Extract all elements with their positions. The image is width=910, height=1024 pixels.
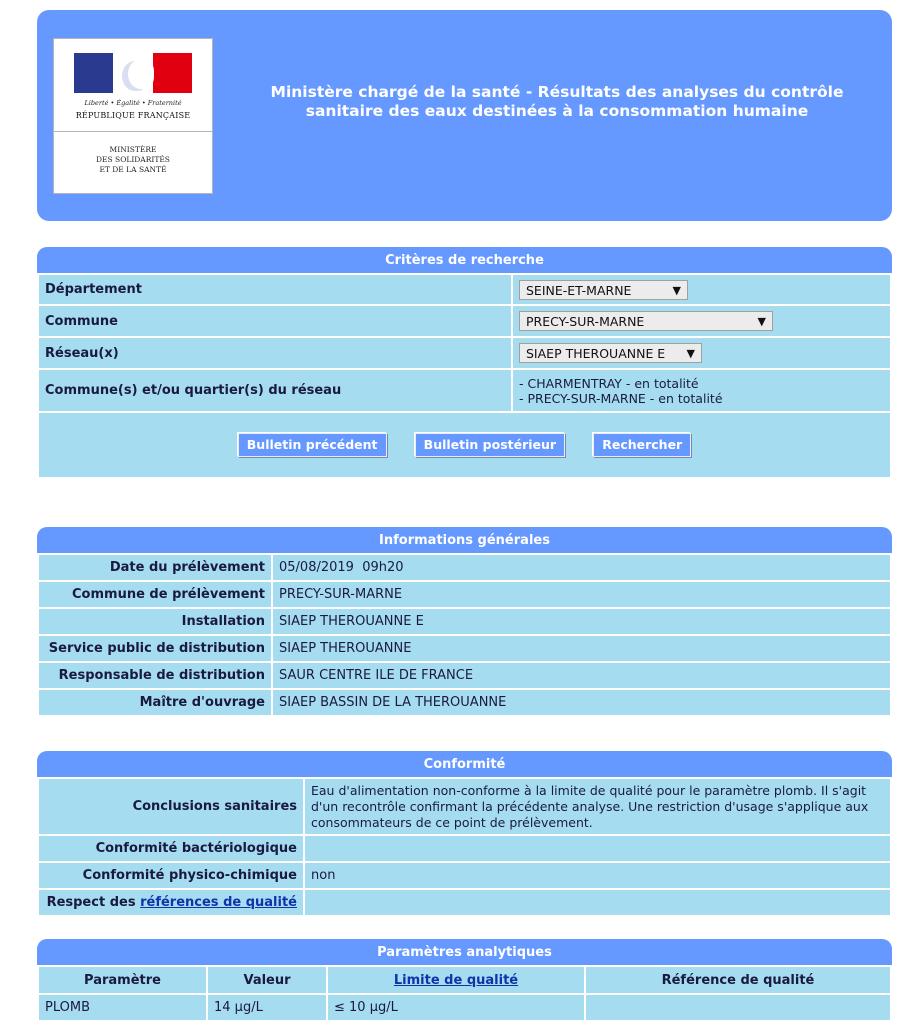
header-banner [37, 10, 892, 221]
general-info-header: Informations générales [37, 527, 892, 553]
service-public-value: SIAEP THEROUANNE [272, 635, 891, 662]
quartiers-label: Commune(s) et/ou quartier(s) du réseau [38, 369, 512, 412]
reseau-select[interactable] [519, 343, 702, 363]
col-parametre-header: Paramètre [38, 966, 207, 994]
respect-prefix: Respect des [46, 895, 141, 910]
col-valeur-header: Valeur [207, 966, 327, 994]
col-reference-header: Référence de qualité [585, 966, 891, 994]
quartier-item: - CHARMENTRAY - en totalité [519, 375, 699, 391]
bulletin-precedent-button[interactable]: Bulletin précédent [238, 433, 387, 457]
maitre-ouvrage-value: SIAEP BASSIN DE LA THEROUANNE [272, 689, 891, 716]
date-value: 05/08/2019 09h20 [272, 554, 891, 581]
ministry-logo [53, 38, 213, 194]
reseau-label: Réseau(x) [38, 337, 512, 369]
limite-cell: ≤ 10 µg/L [327, 994, 585, 1021]
commune-select[interactable] [519, 311, 773, 331]
marianne-flag-icon [74, 53, 192, 93]
col-limite-header [327, 966, 585, 994]
references-qualite-link[interactable]: références de qualité [140, 895, 297, 910]
logo-motto: Liberté • Égalité • Fraternité [84, 99, 182, 107]
bacterio-label: Conformité bactériologique [38, 835, 304, 862]
commune-prelevement-label: Commune de prélèvement [38, 581, 272, 608]
physico-value: non [304, 862, 891, 889]
quartier-item: - PRECY-SUR-MARNE - en totalité [519, 390, 723, 406]
respect-label [38, 889, 304, 916]
conclusions-value: Eau d'alimentation non-conforme à la limite de qualité pour le paramètre plomb. Il s'agit d'un recontrôle confirmant la précédente analyse. Une restriction d'usage s'applique aux consommateurs de ce point de prélèvement. [304, 778, 891, 835]
search-criteria-panel [37, 247, 892, 479]
logo-republic: RÉPUBLIQUE FRANÇAISE [75, 111, 191, 120]
conformite-header: Conformité [37, 751, 892, 777]
table-row [38, 994, 891, 1021]
parametres-header: Paramètres analytiques [37, 939, 892, 965]
limite-qualite-link[interactable]: Limite de qualité [393, 972, 519, 988]
rechercher-button[interactable]: Rechercher [593, 433, 691, 457]
departement-label: Département [38, 274, 512, 305]
installation-value: SIAEP THEROUANNE E [272, 608, 891, 635]
commune-select-value: PRECY-SUR-MARNE [526, 314, 645, 329]
bulletin-posterieur-button[interactable]: Bulletin postérieur [415, 433, 565, 457]
dropdown-arrow-icon: ▼ [686, 347, 695, 360]
conformite-panel [37, 751, 892, 917]
reference-cell [585, 994, 891, 1021]
page-title: Ministère chargé de la santé - Résultats des analyses du contrôle sanitaire des eaux destinées à la consommation humaine [270, 83, 844, 120]
departement-select[interactable] [519, 280, 688, 300]
bacterio-value [304, 835, 891, 862]
quartiers-list [512, 369, 891, 412]
parametres-panel [37, 939, 892, 1022]
departement-select-value: SEINE-ET-MARNE [526, 282, 632, 298]
service-public-label: Service public de distribution [38, 635, 272, 662]
date-label: Date du prélèvement [38, 554, 272, 581]
search-buttons-row [38, 412, 891, 478]
general-info-panel [37, 527, 892, 717]
maitre-ouvrage-label: Maître d'ouvrage [38, 689, 272, 716]
logo-ministry: MINISTÈRE DES SOLIDARITÉS ET DE LA SANTÉ [96, 145, 170, 174]
reseau-select-value: SIAEP THEROUANNE E [526, 346, 666, 361]
commune-label: Commune [38, 305, 512, 337]
parametre-cell: PLOMB [38, 994, 207, 1021]
dropdown-arrow-icon: ▼ [672, 283, 681, 297]
respect-value [304, 889, 891, 916]
dropdown-arrow-icon: ▼ [757, 315, 766, 328]
commune-prelevement-value: PRECY-SUR-MARNE [272, 581, 891, 608]
responsable-value: SAUR CENTRE ILE DE FRANCE [272, 662, 891, 689]
installation-label: Installation [38, 608, 272, 635]
search-criteria-header: Critères de recherche [37, 247, 892, 273]
valeur-cell: 14 µg/L [207, 994, 327, 1021]
physico-label: Conformité physico-chimique [38, 862, 304, 889]
conclusions-label: Conclusions sanitaires [38, 778, 304, 835]
responsable-label: Responsable de distribution [38, 662, 272, 689]
